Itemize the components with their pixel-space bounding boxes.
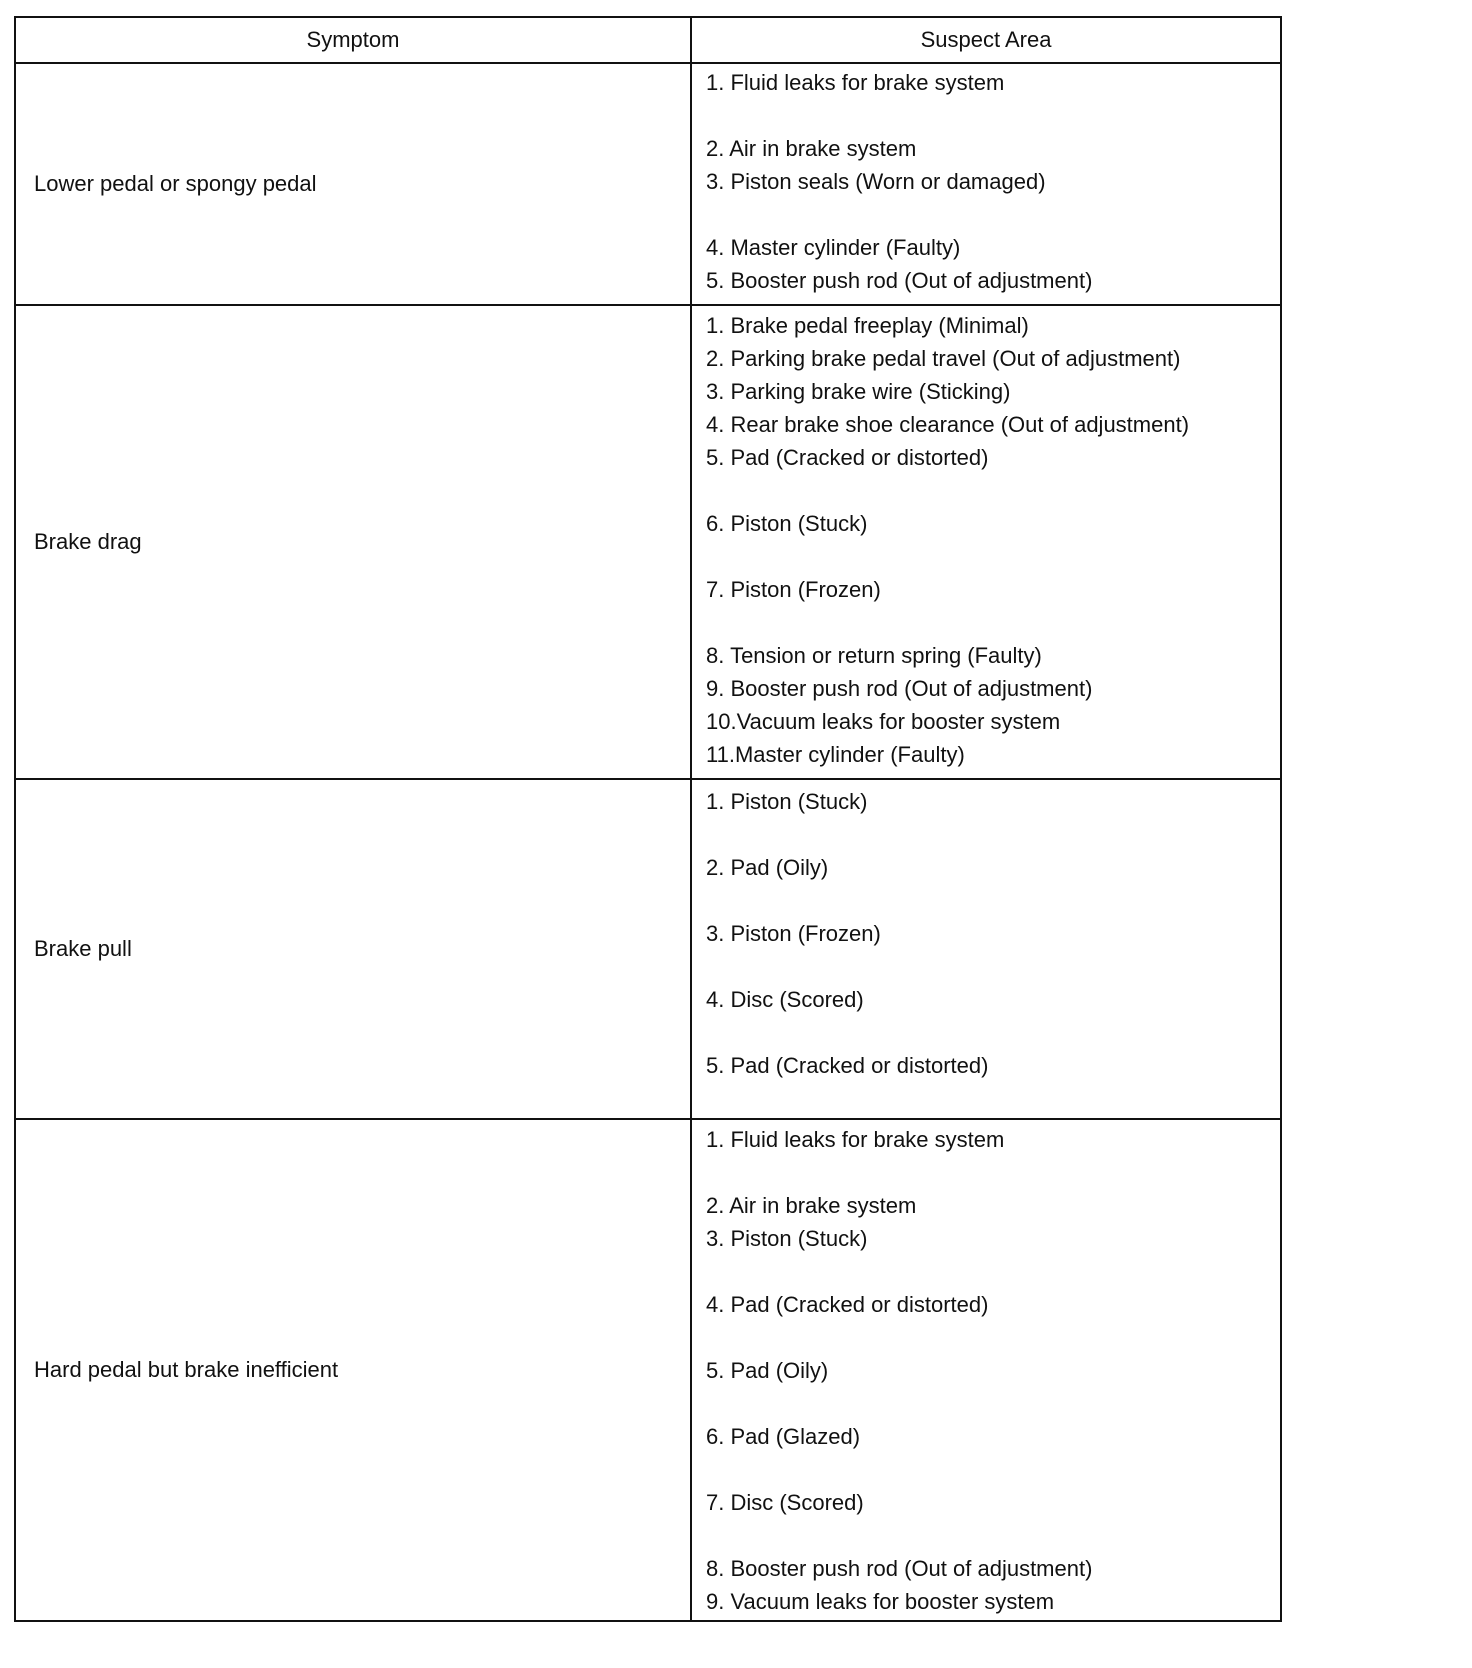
troubleshooting-table (14, 16, 1282, 1622)
suspect-item: 3. Parking brake wire (Sticking) (706, 379, 1011, 404)
suspect-item: 8. Booster push rod (Out of adjustment) (706, 1556, 1093, 1581)
symptom-column-header: Symptom (16, 18, 692, 62)
suspect-area-cell (692, 1120, 1280, 1620)
suspect-item: 3. Piston seals (Worn or damaged) (706, 169, 1046, 194)
symptom-cell: Hard pedal but brake inefficient (16, 1120, 692, 1620)
suspect-item: 9. Vacuum leaks for booster system (706, 1589, 1055, 1614)
table-header-row (16, 18, 1280, 62)
suspect-item: 3. Piston (Stuck) (706, 1226, 868, 1251)
suspect-item: 7. Disc (Scored) (706, 1490, 864, 1515)
suspect-item: 1. Fluid leaks for brake system (706, 1127, 1005, 1152)
suspect-area-cell (692, 780, 1280, 1118)
symptom-cell: Brake pull (16, 780, 692, 1118)
suspect-item: 2. Pad (Oily) (706, 855, 829, 880)
suspect-item: 8. Tension or return spring (Faulty) (706, 643, 1042, 668)
suspect-item: 11.Master cylinder (Faulty) (706, 742, 965, 767)
suspect-area-cell (692, 64, 1280, 304)
suspect-item: 4. Pad (Cracked or distorted) (706, 1292, 989, 1317)
suspect-item: 2. Air in brake system (706, 1193, 917, 1218)
symptom-cell: Lower pedal or spongy pedal (16, 64, 692, 304)
suspect-item: 4. Rear brake shoe clearance (Out of adjustment) (706, 412, 1190, 437)
suspect-item: 6. Pad (Glazed) (706, 1424, 861, 1449)
suspect-item: 5. Booster push rod (Out of adjustment) (706, 268, 1093, 293)
suspect-item: 9. Booster push rod (Out of adjustment) (706, 676, 1093, 701)
suspect-item: 5. Pad (Cracked or distorted) (706, 1053, 989, 1078)
symptom-cell: Brake drag (16, 306, 692, 778)
suspect-item: 5. Pad (Cracked or distorted) (706, 445, 989, 470)
table-row (16, 62, 1280, 304)
suspect-item: 1. Fluid leaks for brake system (706, 70, 1005, 95)
suspect-item: 2. Parking brake pedal travel (Out of adjustment) (706, 346, 1181, 371)
suspect-item: 2. Air in brake system (706, 136, 917, 161)
suspect-item: 4. Master cylinder (Faulty) (706, 235, 961, 260)
table-row (16, 304, 1280, 778)
suspect-item: 1. Brake pedal freeplay (Minimal) (706, 313, 1029, 338)
suspect-item: 6. Piston (Stuck) (706, 511, 868, 536)
suspect-area-cell (692, 306, 1280, 778)
table-row (16, 778, 1280, 1118)
suspect-item: 5. Pad (Oily) (706, 1358, 829, 1383)
suspect-item: 10.Vacuum leaks for booster system (706, 709, 1061, 734)
suspect-item: 4. Disc (Scored) (706, 987, 864, 1012)
table-row (16, 1118, 1280, 1620)
suspect-item: 1. Piston (Stuck) (706, 789, 868, 814)
suspect-area-column-header: Suspect Area (920, 27, 1052, 52)
suspect-item: 7. Piston (Frozen) (706, 577, 881, 602)
suspect-item: 3. Piston (Frozen) (706, 921, 881, 946)
